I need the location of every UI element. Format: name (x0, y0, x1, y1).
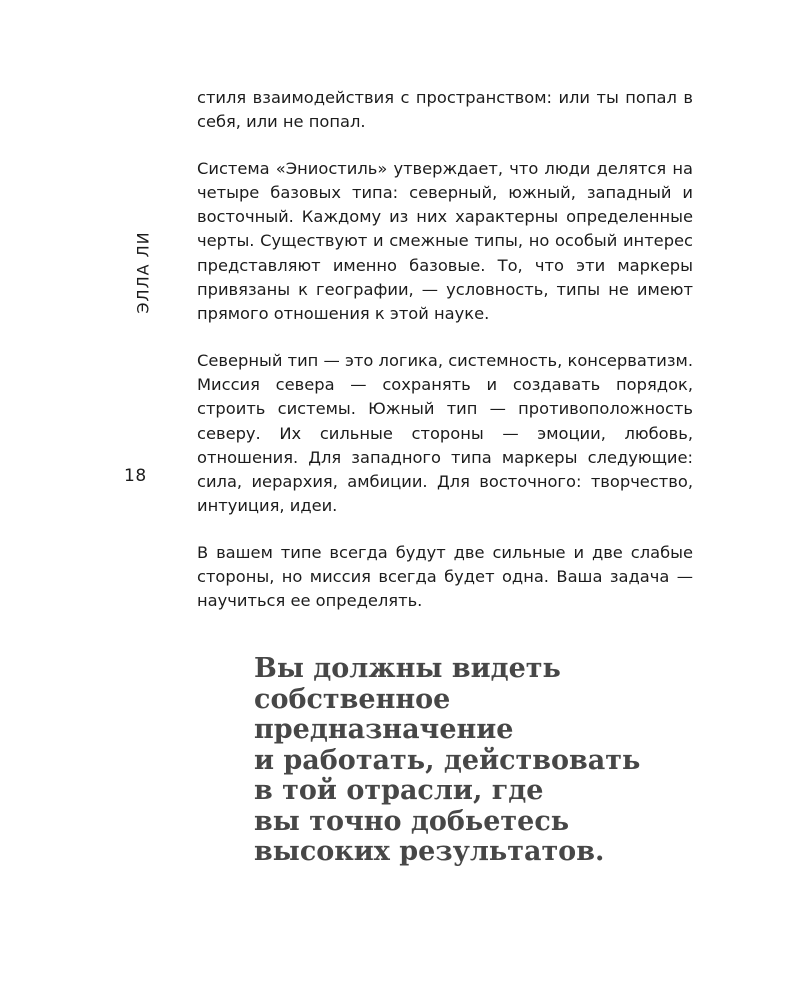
running-head (134, 232, 152, 312)
pull-quote-line: высоких результатов. (254, 836, 605, 867)
paragraph: стиля взаимодействия с пространством: или ты попал в себя, или не попал. (197, 88, 693, 132)
page-number: 18 (124, 466, 147, 486)
paragraph: Северный тип — это логика, системность, консерватизм. Миссия севера — сохранять и создавать порядок, строить системы. Южный тип — противоположность северу. Их сильные стороны — эмоции, любовь, отношения. Для западного типа маркеры следующие: сила, иерархия, амбиции. Для восточного: творчество, интуиция, идеи. (197, 350, 693, 516)
pull-quote-line: и работать, действовать (254, 744, 641, 776)
body-text (197, 86, 693, 636)
pull-quote-line: вы точно добьетесь (254, 805, 570, 837)
pull-quote-line: собственное (254, 683, 451, 715)
pull-quote-line: предназначение (254, 714, 514, 745)
paragraph: Система «Эниостиль» утверждает, что люди делятся на четыре базовых типа: северный, южный, западный и восточный. Каждому из них характерны определенные черты. Существуют и смежные типы, но особый интерес представляют именно базовые. То, что эти маркеры привязаны к географии, — условность, типы не имеют прямого отношения к этой науке. (197, 158, 693, 324)
paragraph: В вашем типе всегда будут две сильные и две слабые стороны, но миссия всегда будет одна. Ваша задача — научиться ее определять. (197, 542, 693, 611)
pull-quote-line: Вы должны видеть (254, 653, 561, 684)
running-head-text: ЭЛЛА ЛИ (133, 230, 153, 314)
pull-quote-line: в той отрасли, где (254, 775, 544, 806)
pull-quote (254, 654, 714, 868)
